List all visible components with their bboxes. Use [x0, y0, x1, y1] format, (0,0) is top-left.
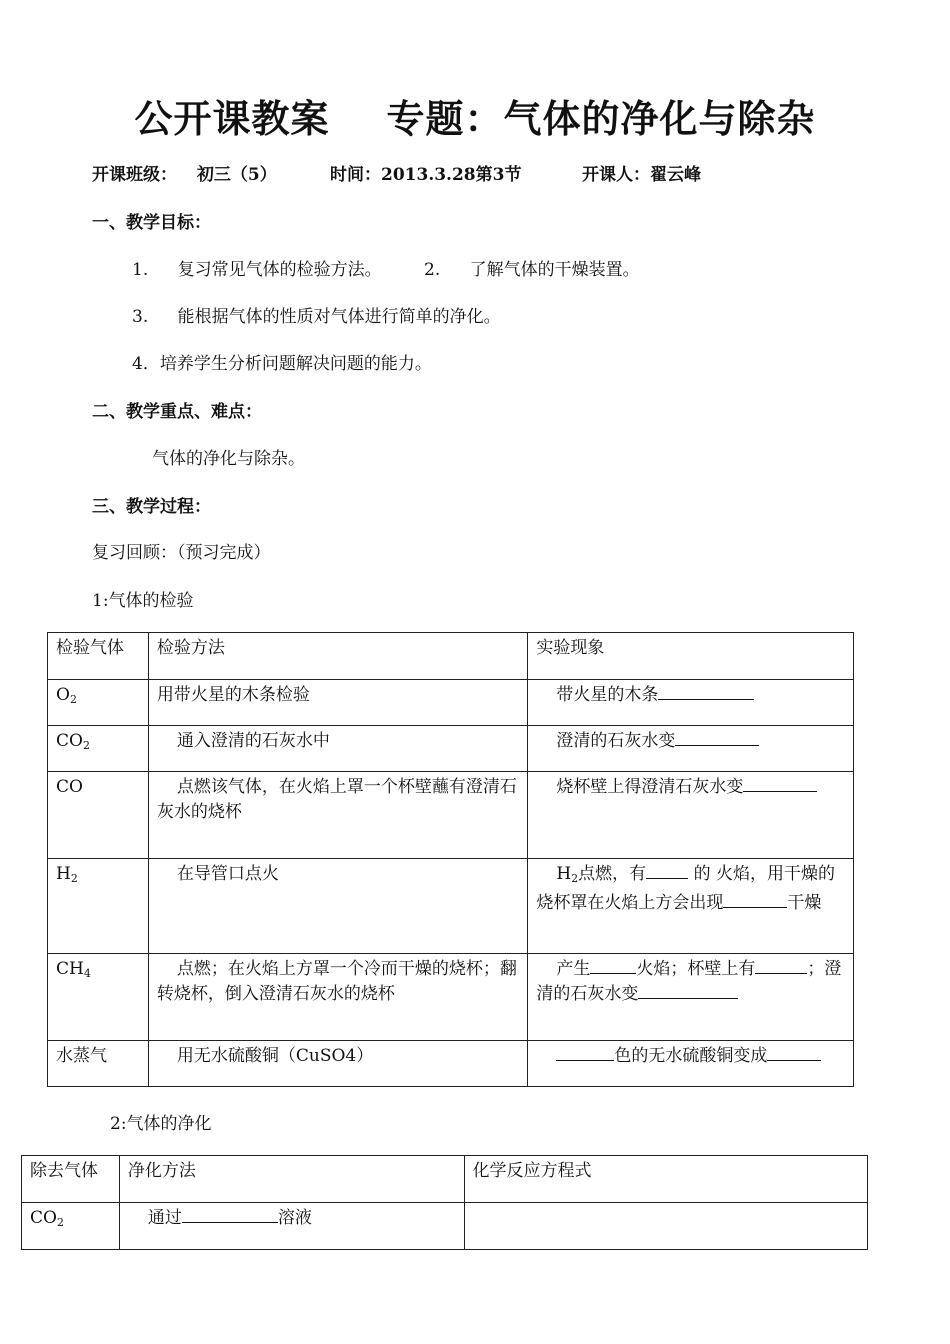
gas-cell: $CO_2$	[22, 1203, 120, 1250]
teacher-label: 开课人：	[582, 165, 650, 185]
gas-purification-table	[21, 1155, 868, 1250]
table-row	[48, 680, 854, 726]
goal-2-number: 2.	[424, 260, 441, 280]
phenomenon-cell: $H_2$点燃，有 的 火焰，用干燥的 烧杯罩在火焰上方会出现 干燥	[528, 859, 854, 954]
goal-3	[132, 302, 501, 327]
table-row	[48, 726, 854, 772]
goal-3-number: 3.	[132, 307, 149, 327]
method-cell: 在导管口点火	[148, 859, 527, 954]
section2-heading: 二、教学重点、难点：	[92, 402, 262, 422]
table-header-cell: 检验气体	[48, 633, 149, 680]
gas-cell: CO	[48, 772, 149, 859]
gas-cell: 水蒸气	[48, 1041, 149, 1087]
method-cell: 点燃；在火焰上方罩一个冷而干燥的烧杯；翻转烧杯，倒入澄清石灰水的烧杯	[148, 954, 527, 1041]
table-row	[48, 1041, 854, 1087]
table-row	[48, 772, 854, 859]
class-label: 开课班级：	[92, 165, 177, 185]
equation-cell[interactable]	[464, 1203, 867, 1250]
phenomenon-cell: 色的无水硫酸铜变成	[528, 1041, 854, 1087]
gas-cell: $CH_4$	[48, 954, 149, 1041]
time-label: 时间：	[330, 165, 381, 185]
teacher-info	[582, 160, 701, 185]
gas-cell: $H_2$	[48, 859, 149, 954]
time-value: 2013.3.28第3节	[381, 165, 522, 185]
goal-1-text: 复习常见气体的检验方法。	[177, 260, 382, 280]
method-cell: 通入澄清的石灰水中	[148, 726, 527, 772]
section2-text: 气体的净化与除杂。	[152, 449, 305, 469]
phenomenon-cell: 带火星的木条	[528, 680, 854, 726]
gas-cell: $CO_2$	[48, 726, 149, 772]
answer-blank[interactable]	[658, 683, 754, 700]
gas-cell: $O_2$	[48, 680, 149, 726]
class-value: 初三（5）	[196, 165, 277, 185]
table-row	[22, 1203, 868, 1250]
goal-2	[424, 255, 640, 280]
page-title: 公开课教案 专题：气体的净化与除杂	[134, 96, 816, 141]
answer-blank[interactable]	[767, 1044, 821, 1061]
class-info	[92, 160, 277, 185]
table-header-cell: 除去气体	[22, 1156, 120, 1203]
method-cell: 用带火星的木条检验	[148, 680, 527, 726]
goal-1-number: 1.	[132, 260, 149, 280]
method-cell: 用无水硫酸铜（CuSO4）	[148, 1041, 527, 1087]
table-row	[48, 859, 854, 954]
subsection-gas-purification: 2:气体的净化	[110, 1114, 212, 1134]
goal-2-text: 了解气体的干燥装置。	[469, 260, 640, 280]
method-cell: 点燃该气体，在火焰上罩一个杯壁蘸有澄清石灰水的烧杯	[148, 772, 527, 859]
goal-3-text: 能根据气体的性质对气体进行简单的净化。	[177, 307, 501, 327]
table-header-cell: 净化方法	[119, 1156, 464, 1203]
table-header-cell: 化学反应方程式	[464, 1156, 867, 1203]
section3-heading: 三、教学过程：	[92, 497, 211, 517]
review-line: 复习回顾：（预习完成）	[92, 543, 271, 563]
goal-4: 4．培养学生分析问题解决问题的能力。	[132, 354, 432, 374]
gas-test-table	[47, 632, 854, 1087]
answer-blank[interactable]	[182, 1206, 278, 1223]
answer-blank[interactable]	[755, 957, 807, 974]
answer-blank[interactable]	[743, 775, 817, 792]
phenomenon-cell: 烧杯壁上得澄清石灰水变	[528, 772, 854, 859]
goal-1	[132, 255, 382, 280]
phenomenon-cell: 产生 火焰；杯壁上有 ；澄清的石灰水变	[528, 954, 854, 1041]
answer-blank[interactable]	[590, 957, 636, 974]
table-row	[48, 954, 854, 1041]
time-info	[330, 160, 521, 185]
table-header-row	[22, 1156, 868, 1203]
subsection-gas-test: 1:气体的检验	[92, 591, 194, 611]
phenomenon-cell: 澄清的石灰水变	[528, 726, 854, 772]
method-cell: 通过 溶液	[119, 1203, 464, 1250]
answer-blank[interactable]	[675, 729, 759, 746]
answer-blank[interactable]	[638, 982, 738, 999]
teacher-value: 翟云峰	[650, 165, 701, 185]
table-header-row	[48, 633, 854, 680]
answer-blank[interactable]	[556, 1044, 614, 1061]
answer-blank[interactable]	[646, 862, 688, 879]
section1-heading: 一、教学目标：	[92, 213, 211, 233]
table-header-cell: 实验现象	[528, 633, 854, 680]
table-header-cell: 检验方法	[148, 633, 527, 680]
answer-blank[interactable]	[723, 891, 787, 908]
